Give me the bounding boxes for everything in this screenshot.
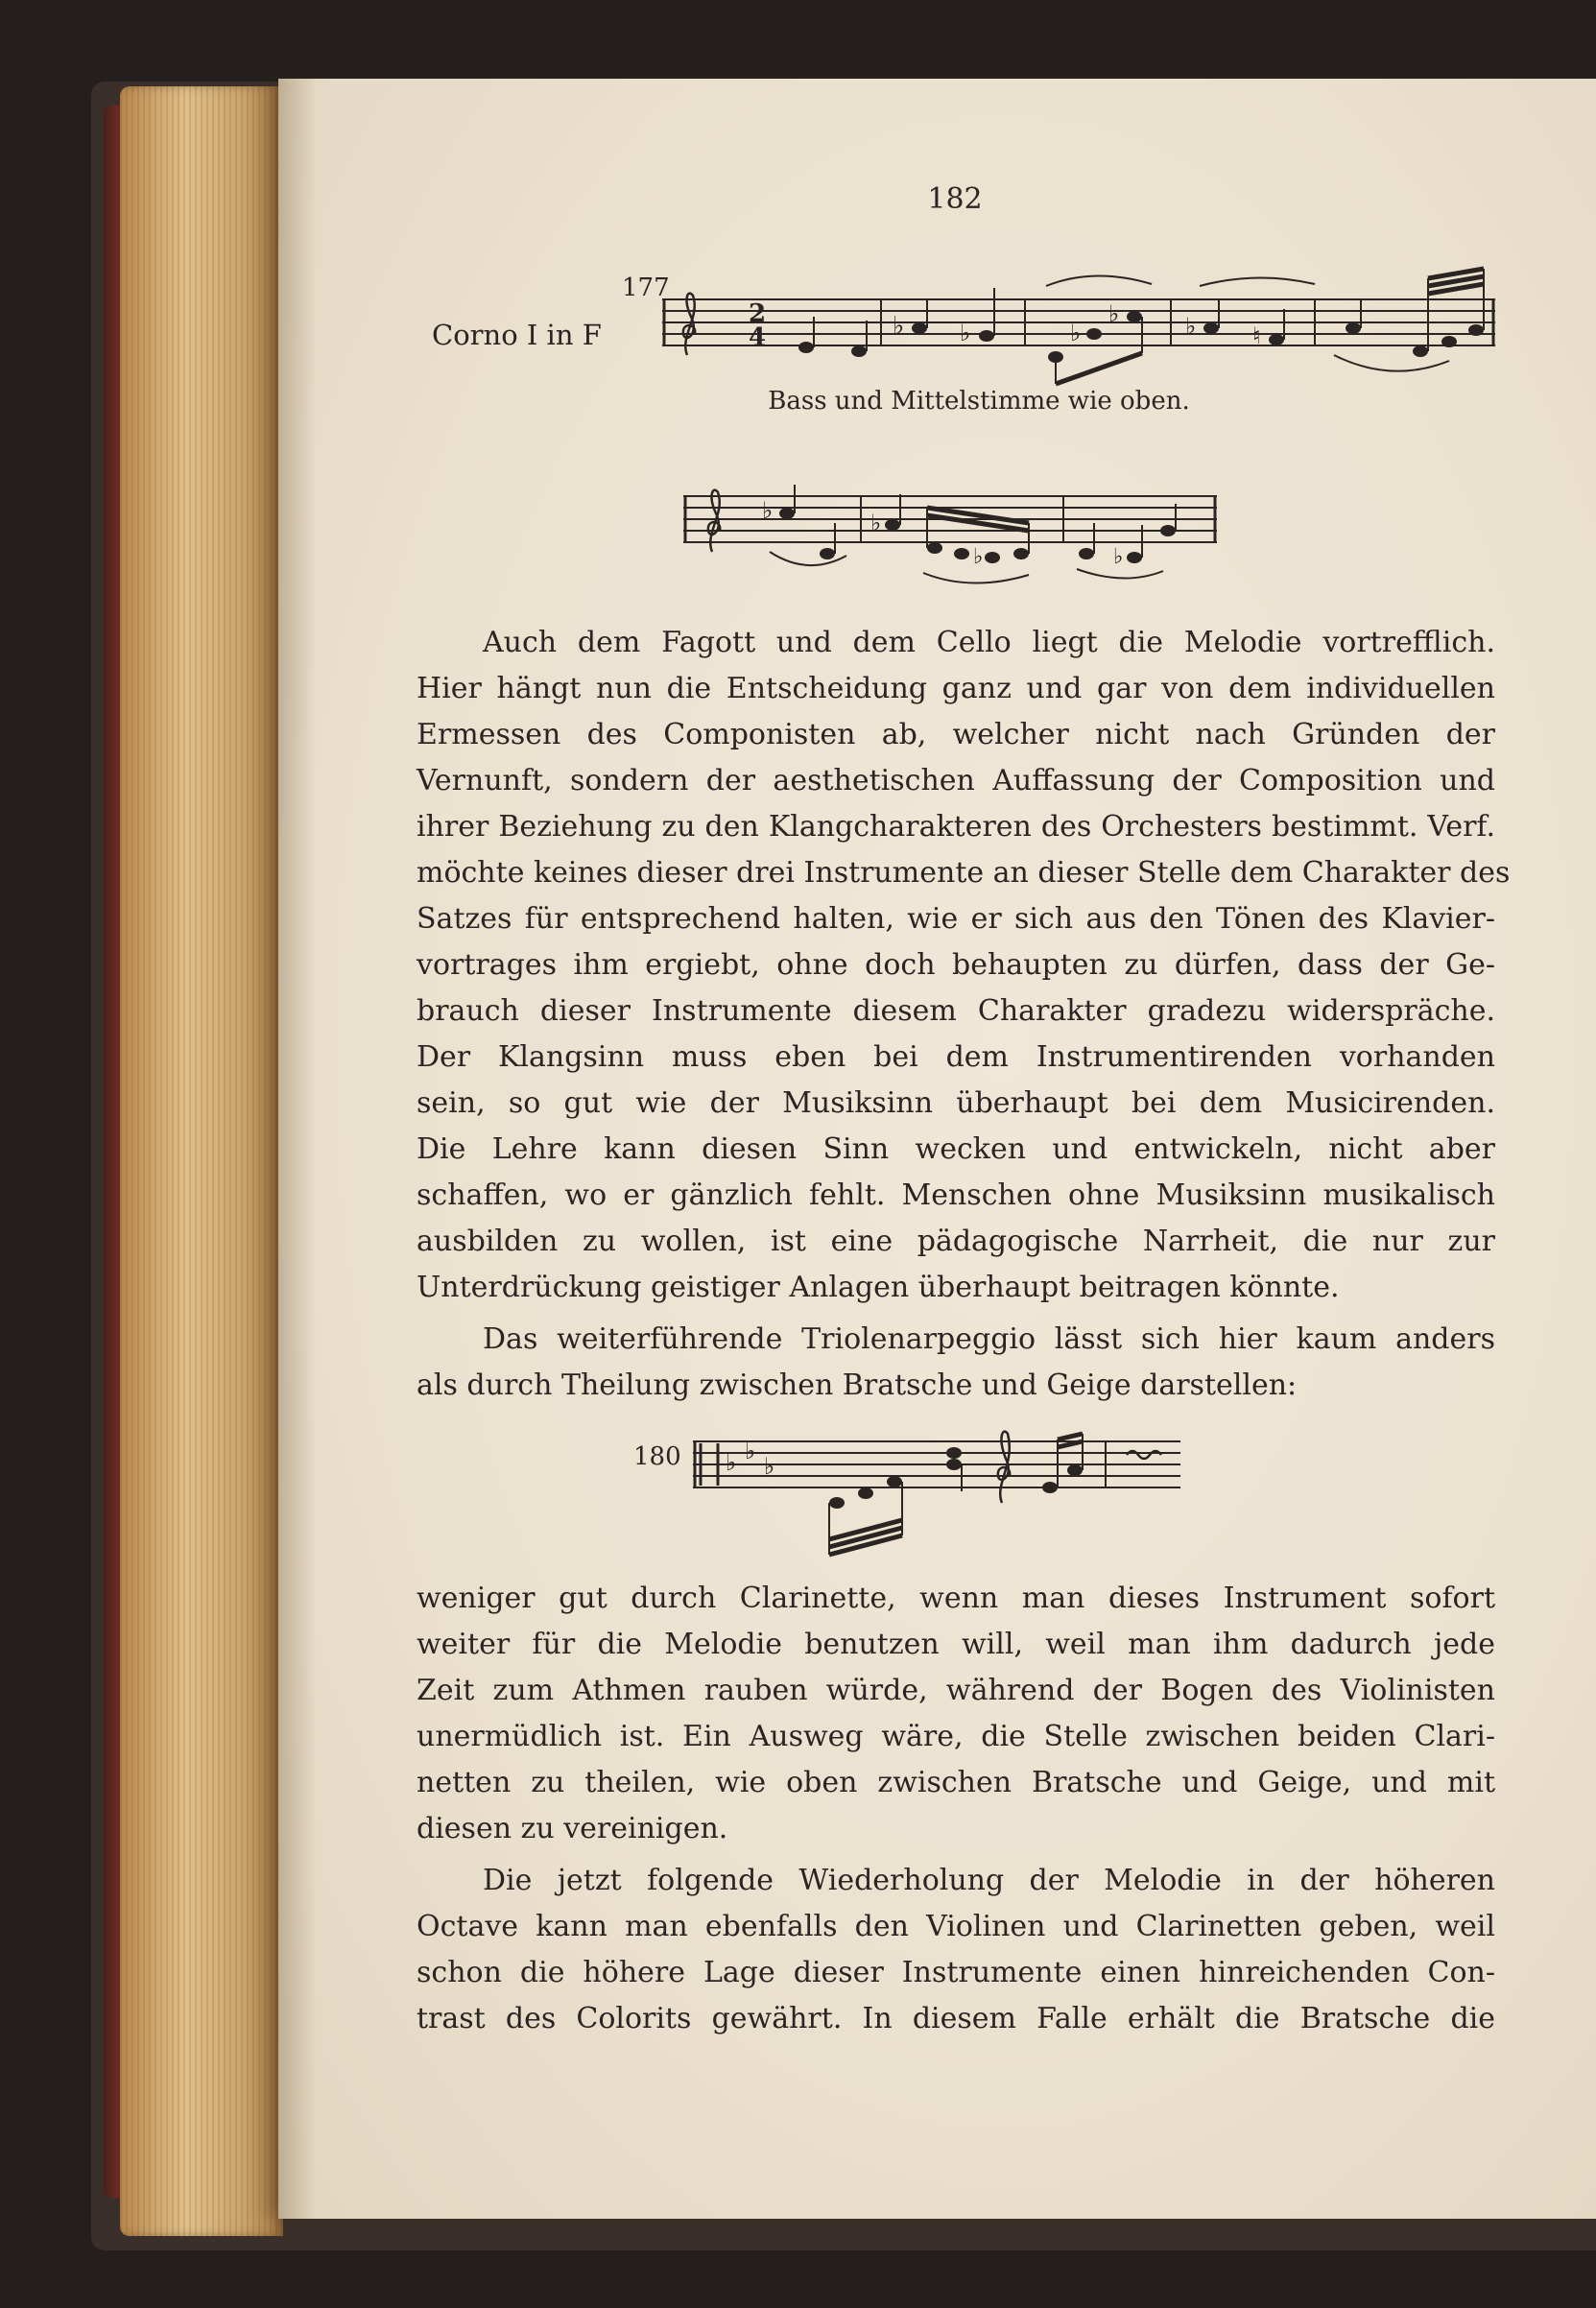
paragraph-1-line-11: sein, so gut wie der Musiksinn überhaupt bei dem Musicirenden.: [417, 1086, 1495, 1120]
svg-text:♭: ♭: [745, 1438, 756, 1464]
paragraph-1-line-4: Vernunft, sondern der aesthetischen Auffassung der Composition und: [417, 764, 1495, 797]
time-signature-bottom: 4: [749, 323, 767, 352]
music-staff-177: [662, 288, 1497, 393]
paragraph-1-line-2: Hier hängt nun die Entscheidung ganz und gar von dem individuellen: [417, 672, 1495, 705]
paragraph-3-line-6: diesen zu vereinigen.: [417, 1812, 728, 1845]
svg-text:♭: ♭: [762, 497, 774, 524]
paragraph-1-line-14: ausbilden zu wollen, ist eine pädagogische Narrheit, die nur zur: [417, 1225, 1495, 1258]
paragraph-1-line-7: Satzes für entsprechend halten, wie er sich aus den Tönen des Klavier-: [417, 902, 1495, 936]
svg-text:♭: ♭: [764, 1453, 775, 1480]
svg-text:♭: ♭: [726, 1449, 737, 1476]
svg-text:♭: ♭: [1185, 313, 1197, 340]
paragraph-1-line-6: möchte keines dieser drei Instrumente an dieser Stelle dem Charakter des: [417, 856, 1511, 890]
paragraph-1-line-1: Auch dem Fagott und dem Cello liegt die Melodie vortrefflich.: [483, 626, 1495, 659]
paragraph-1-line-15: Unterdrückung geistiger Anlagen überhaupt beitragen könnte.: [417, 1271, 1340, 1304]
paragraph-1-line-13: schaffen, wo er gänzlich fehlt. Menschen ohne Musiksinn musikalisch: [417, 1178, 1495, 1212]
svg-text:♮: ♮: [1252, 322, 1261, 349]
svg-text:♭: ♭: [870, 510, 882, 536]
svg-text:♭: ♭: [1113, 545, 1124, 569]
paragraph-1-line-10: Der Klangsinn muss eben bei dem Instrumentirenden vorhanden: [417, 1040, 1495, 1074]
time-signature-top: 2: [749, 299, 767, 328]
paragraph-3-line-2: weiter für die Melodie benutzen will, weil man ihm dadurch jede: [417, 1628, 1495, 1661]
svg-text:♭: ♭: [1108, 300, 1120, 327]
paragraph-4-line-3: schon die höhere Lage dieser Instrumente einen hinreichenden Con-: [417, 1956, 1495, 1989]
svg-text:♭: ♭: [973, 545, 984, 569]
instrument-label: Corno I in F: [432, 319, 602, 351]
example-number-177: 177: [622, 274, 670, 302]
paragraph-1-line-8: vortrages ihm ergiebt, ohne doch behaupten zu dürfen, dass der Ge-: [417, 948, 1495, 982]
svg-text:♭: ♭: [960, 320, 971, 346]
page-edges: [120, 86, 283, 2236]
svg-text:♭: ♭: [1070, 320, 1082, 346]
example-number-180: 180: [633, 1442, 681, 1471]
music-staff-180: [693, 1430, 1182, 1574]
paragraph-4-line-4: trast des Colorits gewährt. In diesem Falle erhält die Bratsche die: [417, 2002, 1495, 2035]
paragraph-1-line-9: brauch dieser Instrumente diesem Charakter gradezu widerspräche.: [417, 994, 1495, 1028]
music-staff-177-continued: [683, 485, 1221, 600]
gutter-shadow: [278, 79, 317, 2219]
paragraph-1-line-5: ihrer Beziehung zu den Klangcharakteren des Orchesters bestimmt. Verf.: [417, 810, 1495, 844]
paragraph-1-line-12: Die Lehre kann diesen Sinn wecken und entwickeln, nicht aber: [417, 1132, 1495, 1166]
page-number: 182: [927, 182, 983, 216]
paragraph-4-line-1: Die jetzt folgende Wiederholung der Melodie in der höheren: [483, 1864, 1495, 1897]
paragraph-3-line-5: netten zu theilen, wie oben zwischen Bratsche und Geige, und mit: [417, 1766, 1495, 1799]
paragraph-1-line-3: Ermessen des Componisten ab, welcher nicht nach Gründen der: [417, 718, 1495, 751]
example-caption: Bass und Mittelstimme wie oben.: [768, 387, 1190, 416]
paragraph-3-line-3: Zeit zum Athmen rauben würde, während der Bogen des Violinisten: [417, 1674, 1495, 1707]
svg-text:♭: ♭: [893, 312, 905, 341]
paragraph-3-line-4: unermüdlich ist. Ein Ausweg wäre, die Stelle zwischen beiden Clari-: [417, 1720, 1495, 1753]
paragraph-2-line-2: als durch Theilung zwischen Bratsche und Geige darstellen:: [417, 1368, 1298, 1402]
paragraph-4-line-2: Octave kann man ebenfalls den Violinen und Clarinetten geben, weil: [417, 1910, 1495, 1943]
paragraph-2-line-1: Das weiterführende Triolenarpeggio lässt sich hier kaum anders: [483, 1322, 1495, 1356]
paragraph-3-line-1: weniger gut durch Clarinette, wenn man dieses Instrument sofort: [417, 1582, 1495, 1615]
